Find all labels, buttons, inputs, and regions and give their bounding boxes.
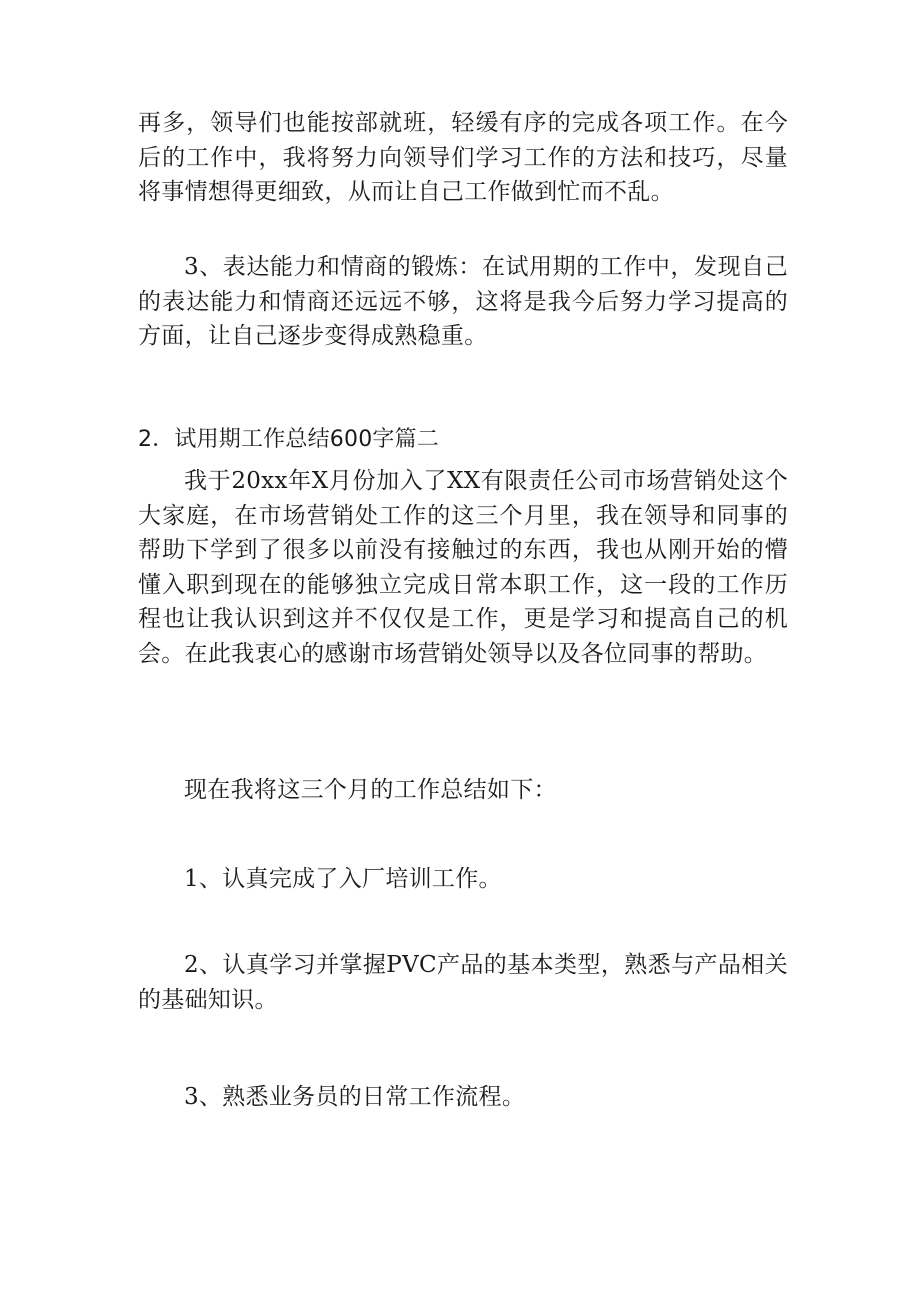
list-item-3: 3、熟悉业务员的日常工作流程。 — [184, 1084, 526, 1110]
paragraph-continuation: 再多，领导们也能按部就班，轻缓有序的完成各项工作。在今后的工作中，我将努力向领导们学习工作的方法和技巧，尽量将事情想得更细致，从而让自己工作做到忙而不乱。 — [138, 110, 788, 206]
paragraph-summary-intro: 现在我将这三个月的工作总结如下： — [184, 777, 557, 803]
paragraph-introduction: 我于20xx年X月份加入了XX有限责任公司市场营销处这个大家庭，在市场营销处工作的这三个月里，我在领导和同事的帮助下学到了很多以前没有接触过的东西，我也从刚开始的懵懂入职到现在的能够独立完成日常本职工作，这一段的工作历程也让我认识到这并不仅仅是工作，更是学习和提高自己的机会。在此我衷心的感谢市场营销处领导以及各位同事的帮助。 — [138, 468, 788, 667]
section-heading: 2．试用期工作总结600字篇二 — [138, 427, 439, 452]
list-item-2: 2、认真学习并掌握PVC产品的基本类型，熟悉与产品相关的基础知识。 — [138, 952, 788, 1013]
paragraph-expression-ability: 3、表达能力和情商的锻炼：在试用期的工作中，发现自己的表达能力和情商还远远不够，这将是我今后努力学习提高的方面，让自己逐步变得成熟稳重。 — [138, 254, 788, 350]
list-item-1: 1、认真完成了入厂培训工作。 — [184, 866, 502, 892]
